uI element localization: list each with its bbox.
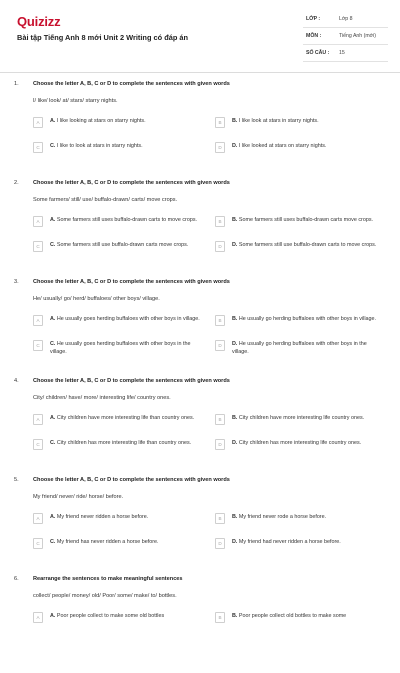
option-letter: B	[232, 514, 236, 520]
option-c-checkbox[interactable]: C	[33, 241, 43, 252]
option-a-checkbox[interactable]: A	[33, 117, 43, 128]
option-answer: Poor people collect to make some old bottles	[56, 613, 165, 619]
option-d-checkbox[interactable]: D	[215, 340, 225, 351]
question-number: 5.	[14, 477, 19, 483]
option-answer: Some farmers still uses buffalo-drawn carts move crops.	[238, 217, 374, 223]
option-a-text: A. He usually goes herding buffaloes with other boys in village.	[50, 316, 200, 322]
option-c-text: C. He usually goes herding buffaloes with other boys in the village.	[50, 341, 191, 355]
option-letter: A	[50, 316, 54, 322]
question-instruction: Choose the letter A, B, C or D to complete the sentences with given words	[33, 477, 230, 483]
option-letter: C	[50, 242, 54, 248]
option-a-checkbox[interactable]: A	[33, 612, 43, 623]
option-b-checkbox[interactable]: B	[215, 414, 225, 425]
option-answer: City children has more interesting life than country ones.	[56, 440, 192, 446]
meta-row-subject	[303, 28, 388, 45]
question-number: 2.	[14, 180, 19, 186]
meta-value: 15	[339, 50, 345, 56]
option-letter: D	[232, 242, 236, 248]
option-letter: D	[232, 539, 236, 545]
option-a-checkbox[interactable]: A	[33, 513, 43, 524]
question-number: 4.	[14, 378, 19, 384]
option-answer: I like to look at stars in starry nights.	[56, 143, 143, 149]
question-instruction: Choose the letter A, B, C or D to complete the sentences with given words	[33, 279, 230, 285]
option-letter: A	[50, 514, 54, 520]
option-answer: He usually go herding buffaloes with other boys in village.	[238, 316, 377, 322]
question-2	[0, 178, 400, 277]
option-b-checkbox[interactable]: B	[215, 612, 225, 623]
question-5	[0, 475, 400, 574]
option-letter: B	[232, 613, 236, 619]
question-number: 3.	[14, 279, 19, 285]
option-answer: He usually goes herding buffaloes with other boys in the village.	[50, 341, 191, 355]
meta-value: Tiếng Anh (mới)	[339, 33, 376, 39]
option-c-checkbox[interactable]: C	[33, 340, 43, 351]
meta-label: SỐ CÂU :	[306, 50, 330, 56]
option-letter: A	[50, 118, 54, 124]
question-stem: My friend/ never/ ride/ horse/ before.	[33, 494, 124, 500]
option-a-checkbox[interactable]: A	[33, 315, 43, 326]
option-b-text: B. Poor people collect old bottles to make some	[232, 613, 347, 619]
question-stem: I/ like/ look/ at/ stars/ starry nights.	[33, 98, 118, 104]
option-letter: A	[50, 217, 54, 223]
question-1	[0, 79, 400, 178]
option-letter: C	[50, 539, 54, 545]
option-letter: C	[50, 341, 54, 347]
option-answer: My friend never rode a horse before.	[238, 514, 327, 520]
option-answer: I like look at stars in starry nights.	[238, 118, 319, 124]
option-answer: My friend has never ridden a horse before.	[56, 539, 159, 545]
option-b-checkbox[interactable]: B	[215, 216, 225, 227]
option-answer: City children has more interesting life country ones.	[238, 440, 362, 446]
meta-row-grade	[303, 11, 388, 28]
worksheet-title: Bài tập Tiếng Anh 8 mới Unit 2 Writing có đáp án	[17, 33, 189, 42]
option-answer: Poor people collect old bottles to make some	[238, 613, 347, 619]
option-c-text: C. City children has more interesting life than country ones.	[50, 440, 192, 446]
option-a-text: A. Some farmers still uses buffalo-drawn carts to move crops.	[50, 217, 198, 223]
meta-label: MÔN :	[306, 33, 322, 39]
option-answer: Some farmers still use buffalo-drawn carts move crops.	[56, 242, 189, 248]
question-stem: collect/ people/ money/ old/ Poor/ some/ make/ to/ bottles.	[33, 593, 177, 599]
option-d-checkbox[interactable]: D	[215, 142, 225, 153]
option-a-checkbox[interactable]: A	[33, 414, 43, 425]
option-a-text: A. My friend never ridden a horse before.	[50, 514, 149, 520]
option-b-checkbox[interactable]: B	[215, 315, 225, 326]
option-c-checkbox[interactable]: C	[33, 538, 43, 549]
option-answer: City children have more interesting life than country ones.	[56, 415, 195, 421]
option-c-text: C. Some farmers still use buffalo-drawn carts move crops.	[50, 242, 189, 248]
option-letter: A	[50, 613, 54, 619]
option-letter: A	[50, 415, 54, 421]
option-c-checkbox[interactable]: C	[33, 439, 43, 450]
question-stem: He/ usually/ go/ herd/ buffaloes/ other boys/ village.	[33, 296, 160, 302]
option-letter: B	[232, 415, 236, 421]
option-answer: My friend never ridden a horse before.	[56, 514, 149, 520]
question-instruction: Rearrange the sentences to make meaningful sentences	[33, 576, 183, 582]
header	[0, 0, 400, 72]
option-b-text: B. City children have more interesting life country ones.	[232, 415, 365, 421]
option-d-checkbox[interactable]: D	[215, 538, 225, 549]
question-stem: Some farmers/ still/ use/ buffalo-drawn/ carts/ move crops.	[33, 197, 178, 203]
question-instruction: Choose the letter A, B, C or D to complete the sentences with given words	[33, 180, 230, 186]
option-c-text: C. I like to look at stars in starry nights.	[50, 143, 143, 149]
option-answer: Some farmers still uses buffalo-drawn carts to move crops.	[56, 217, 198, 223]
option-answer: I like looked at stars on starry nights.	[238, 143, 327, 149]
question-6	[0, 574, 400, 673]
question-number: 6.	[14, 576, 19, 582]
question-stem: City/ children/ have/ more/ interesting life/ country ones.	[33, 395, 171, 401]
option-answer: He usually goes herding buffaloes with other boys in village.	[56, 316, 200, 322]
question-4	[0, 376, 400, 475]
option-c-checkbox[interactable]: C	[33, 142, 43, 153]
option-b-text: B. I like look at stars in starry nights.	[232, 118, 319, 124]
meta-row-count	[303, 45, 388, 62]
header-divider	[0, 72, 400, 73]
option-b-text: B. My friend never rode a horse before.	[232, 514, 327, 520]
meta-table	[303, 11, 388, 62]
option-d-text: D. Some farmers still use buffalo-drawn carts to move crops.	[232, 242, 377, 248]
option-d-text: D. I like looked at stars on starry nights.	[232, 143, 327, 149]
question-list	[0, 79, 400, 673]
question-instruction: Choose the letter A, B, C or D to complete the sentences with given words	[33, 81, 230, 87]
option-answer: He usually go herding buffaloes with other boys in the village.	[232, 341, 367, 355]
option-answer: City children have more interesting life country ones.	[238, 415, 365, 421]
option-a-text: A. I like looking at stars on starry nights.	[50, 118, 146, 124]
option-b-checkbox[interactable]: B	[215, 513, 225, 524]
meta-label: LỚP :	[306, 16, 321, 22]
question-number: 1.	[14, 81, 19, 87]
option-b-text: B. Some farmers still uses buffalo-drawn carts move crops.	[232, 217, 374, 223]
option-letter: C	[50, 440, 54, 446]
option-letter: D	[232, 143, 236, 149]
option-b-checkbox[interactable]: B	[215, 117, 225, 128]
option-d-text: D. My friend had never ridden a horse before.	[232, 539, 341, 545]
option-a-text: A. City children have more interesting life than country ones.	[50, 415, 195, 421]
option-letter: B	[232, 316, 236, 322]
option-letter: C	[50, 143, 54, 149]
option-d-text: D. He usually go herding buffaloes with other boys in the village.	[232, 341, 367, 355]
option-c-text: C. My friend has never ridden a horse before.	[50, 539, 159, 545]
option-answer: I like looking at stars on starry nights.	[56, 118, 146, 124]
option-d-text: D. City children has more interesting life country ones.	[232, 440, 362, 446]
quizizz-logo: Quizizz	[17, 14, 61, 29]
option-letter: D	[232, 341, 236, 347]
meta-value: Lớp 8	[339, 16, 353, 22]
option-d-checkbox[interactable]: D	[215, 241, 225, 252]
option-a-checkbox[interactable]: A	[33, 216, 43, 227]
option-b-text: B. He usually go herding buffaloes with other boys in village.	[232, 316, 377, 322]
option-letter: B	[232, 217, 236, 223]
option-d-checkbox[interactable]: D	[215, 439, 225, 450]
option-answer: My friend had never ridden a horse before.	[238, 539, 341, 545]
question-instruction: Choose the letter A, B, C or D to complete the sentences with given words	[33, 378, 230, 384]
option-letter: B	[232, 118, 236, 124]
question-3	[0, 277, 400, 376]
option-answer: Some farmers still use buffalo-drawn carts to move crops.	[238, 242, 377, 248]
option-letter: D	[232, 440, 236, 446]
option-a-text: A. Poor people collect to make some old bottles	[50, 613, 165, 619]
